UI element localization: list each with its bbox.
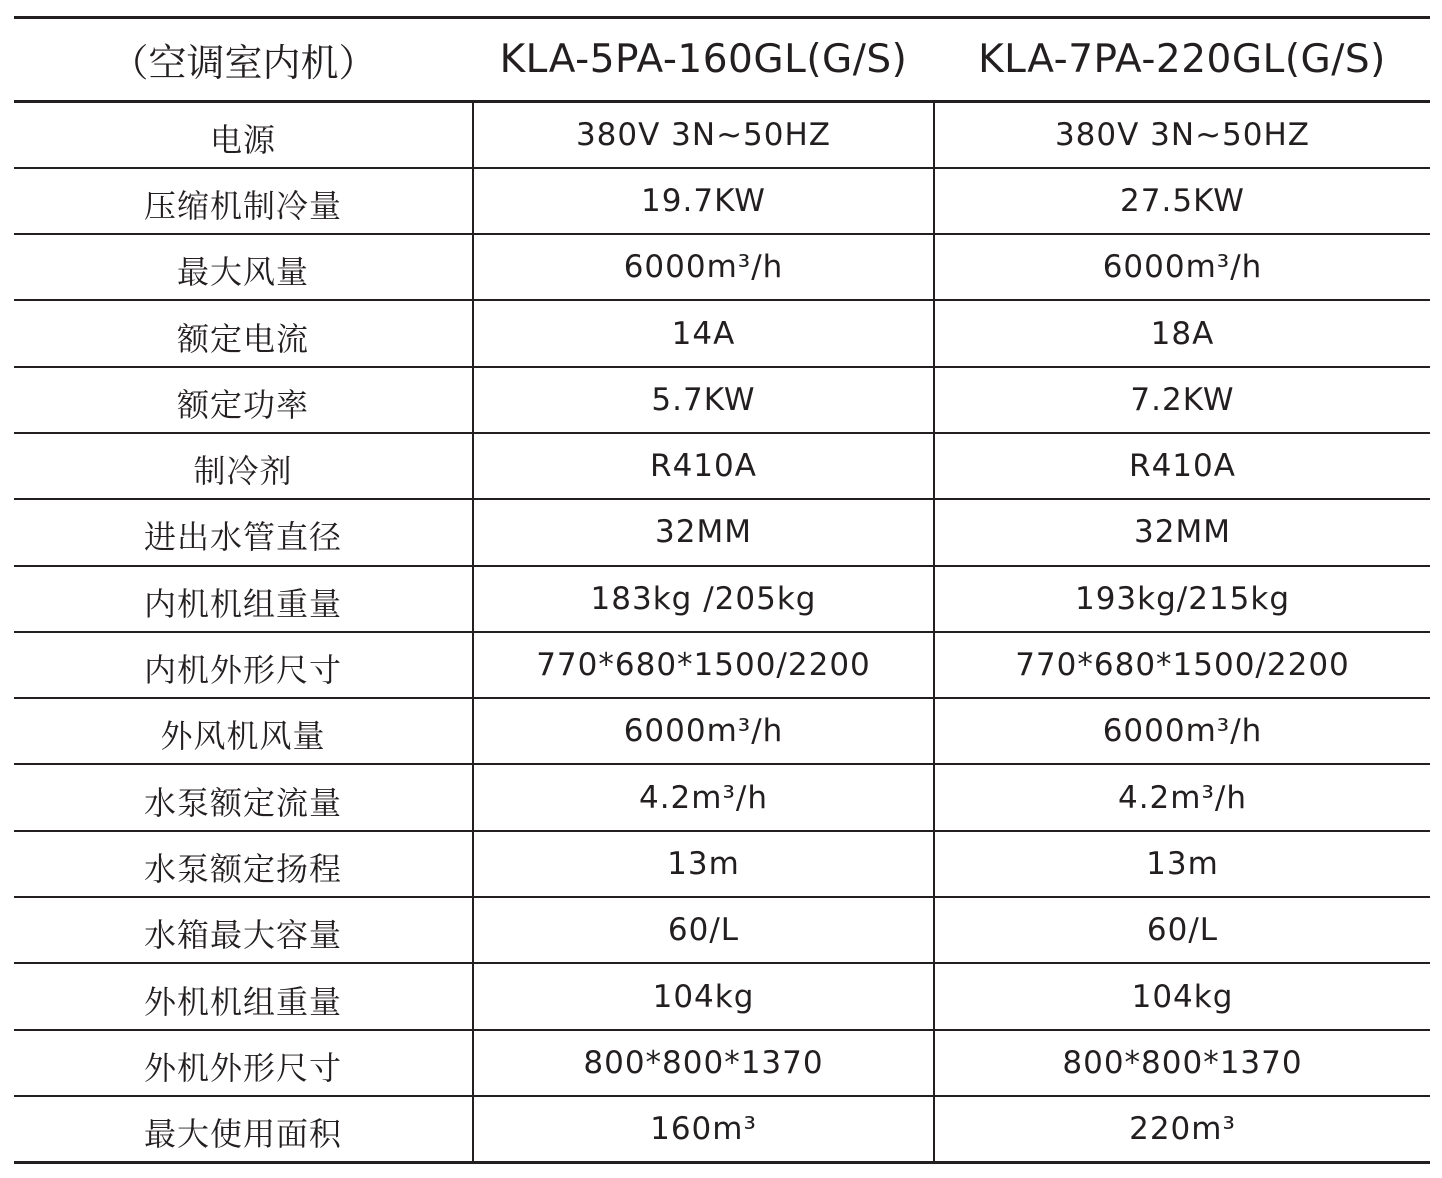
row-value-model-2: 32MM <box>934 499 1430 565</box>
row-value-model-2: 220m³ <box>934 1096 1430 1162</box>
row-value-model-2: 7.2KW <box>934 367 1430 433</box>
row-value-model-1: 60/L <box>473 897 934 963</box>
table-body <box>14 102 1430 1163</box>
row-value-model-1: 6000m³/h <box>473 698 934 764</box>
row-value-model-1: 6000m³/h <box>473 234 934 300</box>
row-value-model-2: 193kg/215kg <box>934 566 1430 632</box>
row-value-model-2: 800*800*1370 <box>934 1030 1430 1096</box>
table-row <box>14 1096 1430 1162</box>
row-value-model-2: 6000m³/h <box>934 234 1430 300</box>
row-value-model-1: 770*680*1500/2200 <box>473 632 934 698</box>
row-value-model-1: 800*800*1370 <box>473 1030 934 1096</box>
row-label: 外风机风量 <box>14 698 473 764</box>
row-value-model-1: 13m <box>473 831 934 897</box>
row-value-model-2: 104kg <box>934 963 1430 1029</box>
table-row <box>14 831 1430 897</box>
row-value-model-2: 6000m³/h <box>934 698 1430 764</box>
row-value-model-2: 13m <box>934 831 1430 897</box>
row-label: 制冷剂 <box>14 433 473 499</box>
row-label: 内机外形尺寸 <box>14 632 473 698</box>
row-label: 外机机组重量 <box>14 963 473 1029</box>
row-value-model-1: 183kg /205kg <box>473 566 934 632</box>
header-model-2: KLA-7PA-220GL(G/S) <box>934 18 1430 102</box>
table-row <box>14 102 1430 168</box>
row-value-model-1: 160m³ <box>473 1096 934 1162</box>
table-row <box>14 499 1430 565</box>
table-row <box>14 897 1430 963</box>
table-row <box>14 168 1430 234</box>
row-value-model-1: 104kg <box>473 963 934 1029</box>
row-value-model-1: 4.2m³/h <box>473 764 934 830</box>
row-label: 额定功率 <box>14 367 473 433</box>
row-label: 最大使用面积 <box>14 1096 473 1162</box>
header-row <box>14 18 1430 102</box>
row-value-model-1: 380V 3N~50HZ <box>473 102 934 168</box>
row-value-model-2: 18A <box>934 300 1430 366</box>
row-value-model-2: 380V 3N~50HZ <box>934 102 1430 168</box>
table-row <box>14 764 1430 830</box>
row-label: 最大风量 <box>14 234 473 300</box>
header-model-1: KLA-5PA-160GL(G/S) <box>473 18 934 102</box>
row-value-model-1: 14A <box>473 300 934 366</box>
table-row <box>14 367 1430 433</box>
table-row <box>14 234 1430 300</box>
row-label: 水箱最大容量 <box>14 897 473 963</box>
row-value-model-2: 4.2m³/h <box>934 764 1430 830</box>
table-row <box>14 433 1430 499</box>
row-label: 电源 <box>14 102 473 168</box>
table-row <box>14 566 1430 632</box>
row-value-model-1: 5.7KW <box>473 367 934 433</box>
table-row <box>14 963 1430 1029</box>
spec-table <box>14 16 1430 1164</box>
row-label: 额定电流 <box>14 300 473 366</box>
row-label: 内机机组重量 <box>14 566 473 632</box>
row-value-model-2: 60/L <box>934 897 1430 963</box>
table-header <box>14 18 1430 102</box>
table-row <box>14 632 1430 698</box>
row-value-model-1: 19.7KW <box>473 168 934 234</box>
row-label: 水泵额定扬程 <box>14 831 473 897</box>
table-row <box>14 1030 1430 1096</box>
row-value-model-1: R410A <box>473 433 934 499</box>
row-label: 水泵额定流量 <box>14 764 473 830</box>
row-value-model-2: 770*680*1500/2200 <box>934 632 1430 698</box>
row-value-model-2: 27.5KW <box>934 168 1430 234</box>
row-label: 压缩机制冷量 <box>14 168 473 234</box>
header-label: （空调室内机） <box>14 18 473 102</box>
row-value-model-1: 32MM <box>473 499 934 565</box>
row-label: 进出水管直径 <box>14 499 473 565</box>
table-row <box>14 300 1430 366</box>
table-row <box>14 698 1430 764</box>
row-value-model-2: R410A <box>934 433 1430 499</box>
row-label: 外机外形尺寸 <box>14 1030 473 1096</box>
